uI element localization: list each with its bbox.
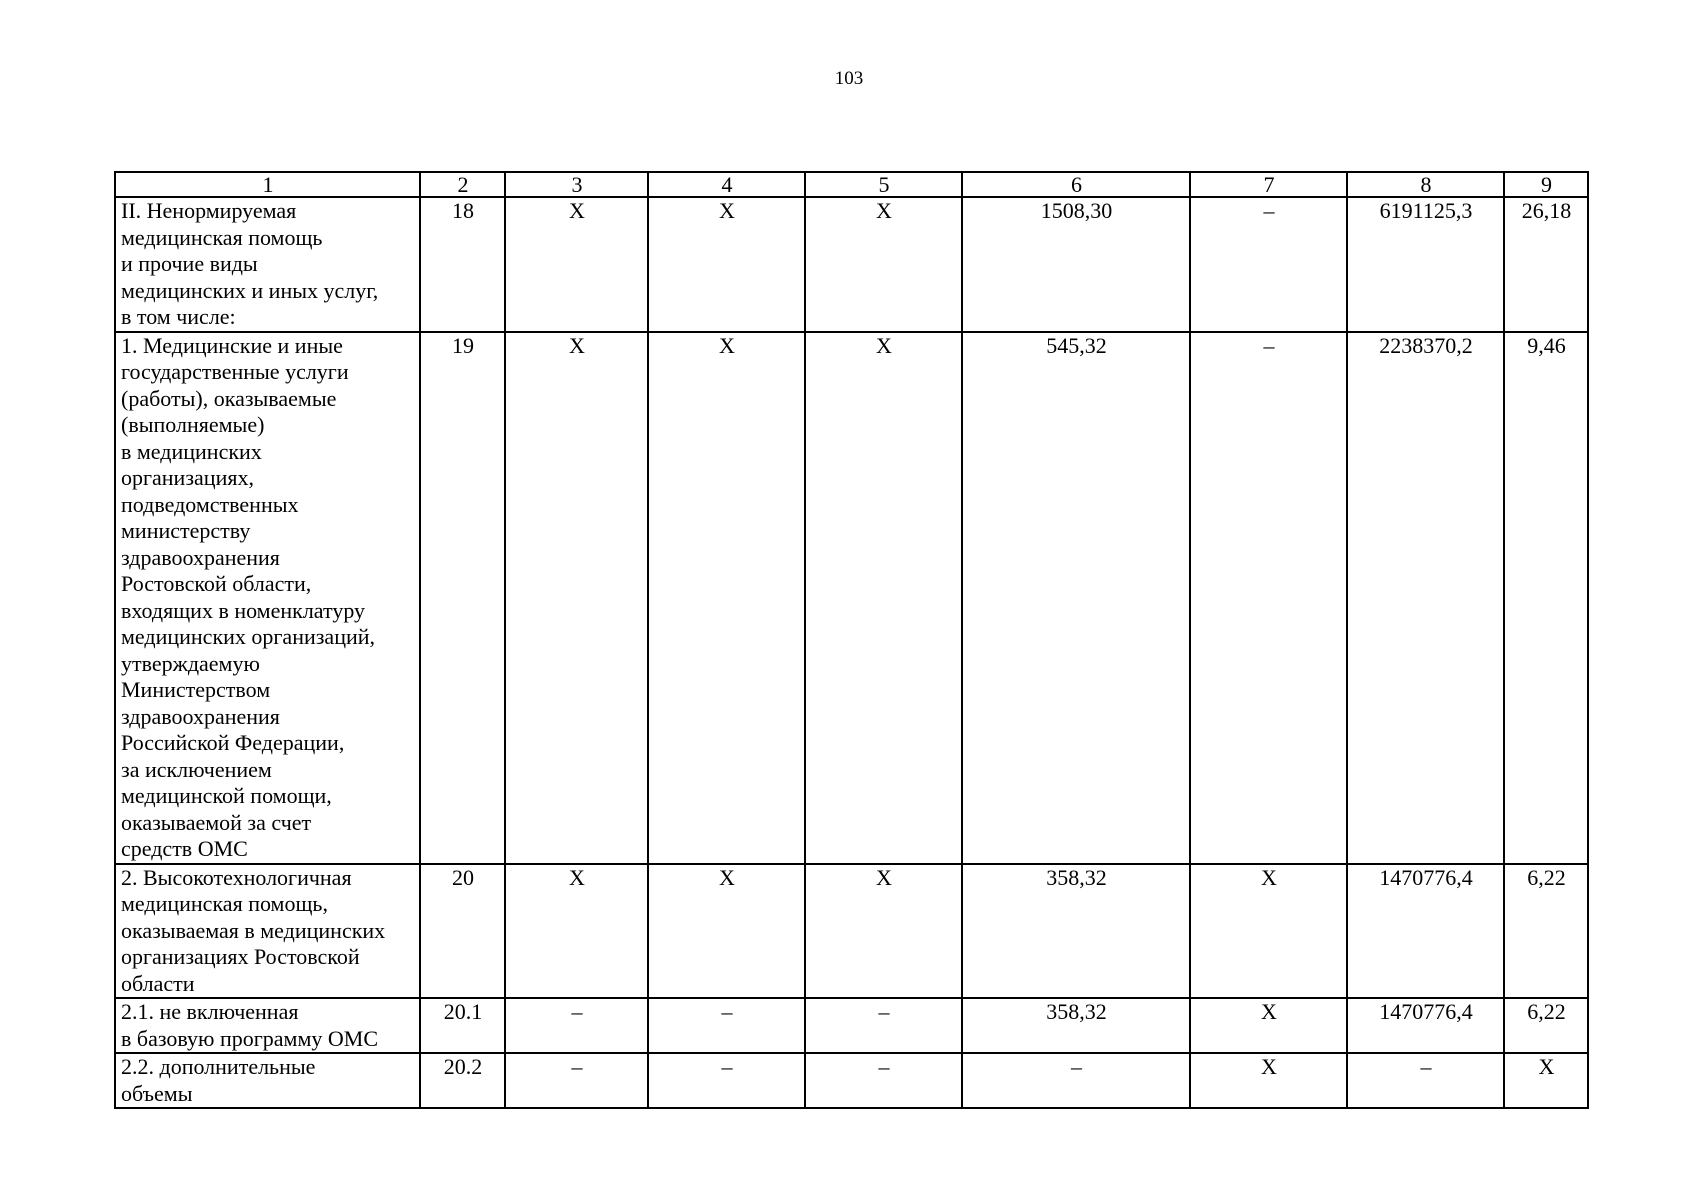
- column-number: 6: [962, 172, 1190, 197]
- table-row: [115, 332, 1588, 864]
- column-number: 3: [505, 172, 648, 197]
- table-cell: –: [805, 998, 962, 1053]
- table-cell: 1508,30: [962, 197, 1190, 332]
- table-cell: –: [505, 1053, 648, 1108]
- table-row: [115, 1053, 1588, 1108]
- table-row: [115, 864, 1588, 999]
- table-cell: 20: [420, 864, 505, 999]
- column-number: 5: [805, 172, 962, 197]
- table-cell: X: [1190, 998, 1347, 1053]
- table-cell: –: [648, 998, 805, 1053]
- table-cell: 6191125,3: [1347, 197, 1504, 332]
- column-number: 8: [1347, 172, 1504, 197]
- table-cell: X: [648, 332, 805, 864]
- table-cell: 358,32: [962, 998, 1190, 1053]
- column-number: 4: [648, 172, 805, 197]
- table-cell: 20.2: [420, 1053, 505, 1108]
- table-cell: –: [1190, 197, 1347, 332]
- row-label: II. Ненормируемая медицинская помощь и прочие виды медицинских и иных услуг, в том числе:: [115, 197, 420, 332]
- column-number: 1: [115, 172, 420, 197]
- table-cell: 9,46: [1504, 332, 1588, 864]
- table-cell: 358,32: [962, 864, 1190, 999]
- table-cell: X: [805, 332, 962, 864]
- table-cell: X: [505, 864, 648, 999]
- table-cell: –: [648, 1053, 805, 1108]
- table-cell: –: [505, 998, 648, 1053]
- table-cell: X: [505, 197, 648, 332]
- row-label: 2.2. дополнительные объемы: [115, 1053, 420, 1108]
- table-cell: 6,22: [1504, 998, 1588, 1053]
- table-cell: –: [962, 1053, 1190, 1108]
- table-cell: X: [1190, 1053, 1347, 1108]
- table-cell: X: [805, 197, 962, 332]
- table-cell: 2238370,2: [1347, 332, 1504, 864]
- table-cell: X: [1504, 1053, 1588, 1108]
- table-cell: –: [1347, 1053, 1504, 1108]
- table-cell: 6,22: [1504, 864, 1588, 999]
- table-cell: 20.1: [420, 998, 505, 1053]
- column-number: 2: [420, 172, 505, 197]
- table-row: [115, 197, 1588, 332]
- table-cell: 19: [420, 332, 505, 864]
- table-cell: X: [648, 197, 805, 332]
- column-number: 7: [1190, 172, 1347, 197]
- table-cell: –: [805, 1053, 962, 1108]
- table-cell: X: [648, 864, 805, 999]
- table-cell: 18: [420, 197, 505, 332]
- table-row: [115, 998, 1588, 1053]
- table-cell: 26,18: [1504, 197, 1588, 332]
- table-cell: X: [1190, 864, 1347, 999]
- row-label: 2. Высокотехнологичная медицинская помощь, оказываемая в медицинских организациях Ростовской области: [115, 864, 420, 999]
- data-table: [114, 171, 1589, 1109]
- page-number: 103: [834, 68, 864, 89]
- table-cell: X: [505, 332, 648, 864]
- column-number: 9: [1504, 172, 1588, 197]
- row-label: 2.1. не включенная в базовую программу ОМС: [115, 998, 420, 1053]
- table-cell: 1470776,4: [1347, 864, 1504, 999]
- table-cell: 545,32: [962, 332, 1190, 864]
- table-cell: X: [805, 864, 962, 999]
- table-cell: –: [1190, 332, 1347, 864]
- row-label: 1. Медицинские и иные государственные услуги (работы), оказываемые (выполняемые) в медицинских организациях, подведомственных министерству здравоохранения Ростовской области, входящих в номенклатуру медицинских организаций, утверждаемую Министерством здравоохранения Российской Федерации, за исключением медицинской помощи, оказываемой за счет средств ОМС: [115, 332, 420, 864]
- column-number-row: [115, 172, 1588, 197]
- table-cell: 1470776,4: [1347, 998, 1504, 1053]
